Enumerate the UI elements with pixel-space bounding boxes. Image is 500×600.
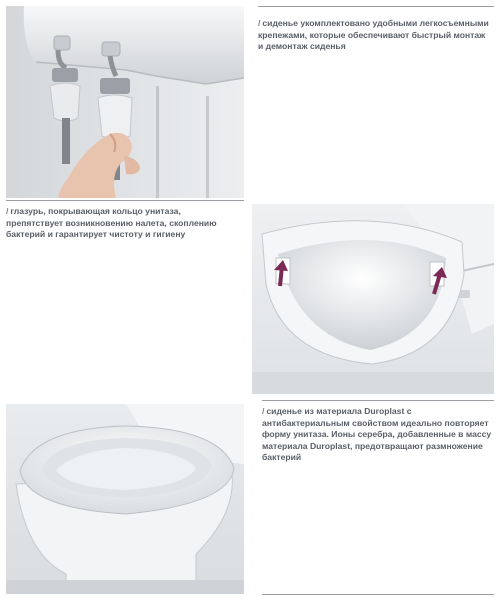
divider-line xyxy=(262,400,494,401)
caption-slash: / xyxy=(6,206,9,216)
seat-fastener-caption xyxy=(258,18,490,53)
caption-slash: / xyxy=(258,18,261,28)
seat-fastener-photo xyxy=(6,6,244,198)
caption-slash: / xyxy=(262,406,265,416)
caption-text: сиденье из материала Duroplast с антибактериальным свойством идеально повторяет форму унитаза. Ионы серебра, добавленные в массу материала Duroplast, предотвращают размножение бактерий xyxy=(262,406,492,463)
divider-line xyxy=(6,200,244,201)
divider-line xyxy=(258,6,494,7)
toilet-bowl-rim-photo xyxy=(252,204,494,394)
glaze-caption xyxy=(6,206,238,241)
caption-text: сиденье укомплектовано удобными легкосъемными крепежами, которые обеспечивают быстрый монтаж и демонтаж сиденья xyxy=(258,18,489,52)
divider-line xyxy=(262,594,494,595)
toilet-seat-photo xyxy=(6,404,244,594)
duroplast-caption xyxy=(262,406,494,464)
caption-text: глазурь, покрывающая кольцо унитаза, препятствует возникновению налета, скоплению бактерий и гарантирует чистоту и гигиену xyxy=(6,206,217,240)
